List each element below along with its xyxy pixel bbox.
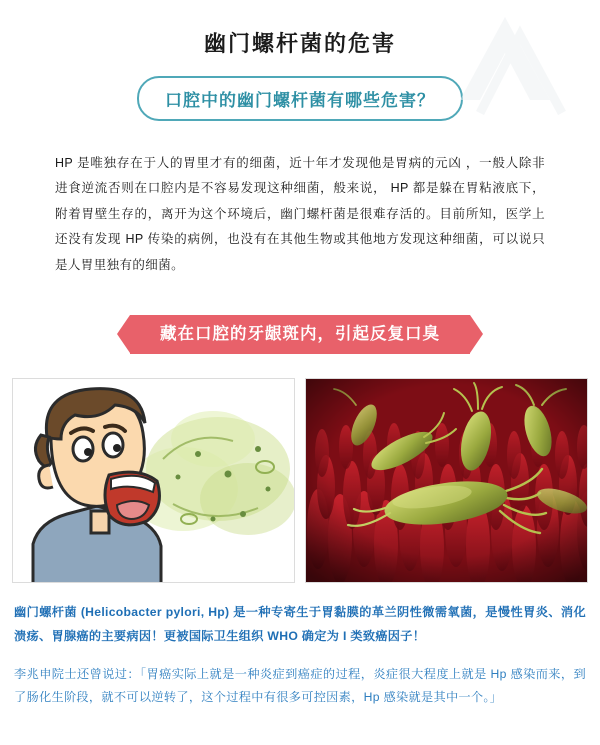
cartoon-bad-breath-illustration (12, 378, 295, 583)
caption-secondary: 李兆申院士还曾说过：「胃癌实际上就是一种炎症到癌症的过程，炎症很大程度上就是 Hp 感染而来，到了肠化生阶段，就不可以逆转了，这个过程中有很多可控因素，Hp 感染就是其中一个。」 (14, 666, 586, 705)
subtitle-container (0, 76, 600, 121)
page-title: 幽门螺杆菌的危害 (203, 30, 396, 56)
subtitle-pill: 口腔中的幽门螺杆菌有哪些危害？ (137, 76, 463, 121)
caption-primary: 幽门螺杆菌 (Helicobacter pylori, Hp) 是一种专寄生于胃黏膜的革兰阴性微需氧菌，是慢性胃炎、消化溃疡、胃腺癌的主要病因！更被国际卫生组织 WHO 确定为 I 类致癌因子！ (14, 605, 586, 643)
illustrations-row (12, 378, 588, 583)
helicobacter-pylori-microscope-illustration (305, 378, 588, 583)
body-paragraph: HP 是唯独存在于人的胃里才有的细菌，近十年才发现他是胃病的元凶 ，一般人除非进食逆流否则在口腔内是不容易发现这种细菌，般来说， HP 都是躲在胃粘液底下，附着胃壁生存的，离开为这个环境后，幽门螺杆菌是很难存活的。目前所知，医学上还没有发现 HP 传染的病例，也没有在其他生物或其他地方发现这种细菌，可以说只是人胃里独有的细菌。 (55, 155, 545, 273)
highlight-banner: 藏在口腔的牙龈斑内，引起反复口臭 (130, 315, 470, 354)
banner-container (0, 315, 600, 354)
captions (14, 601, 586, 710)
